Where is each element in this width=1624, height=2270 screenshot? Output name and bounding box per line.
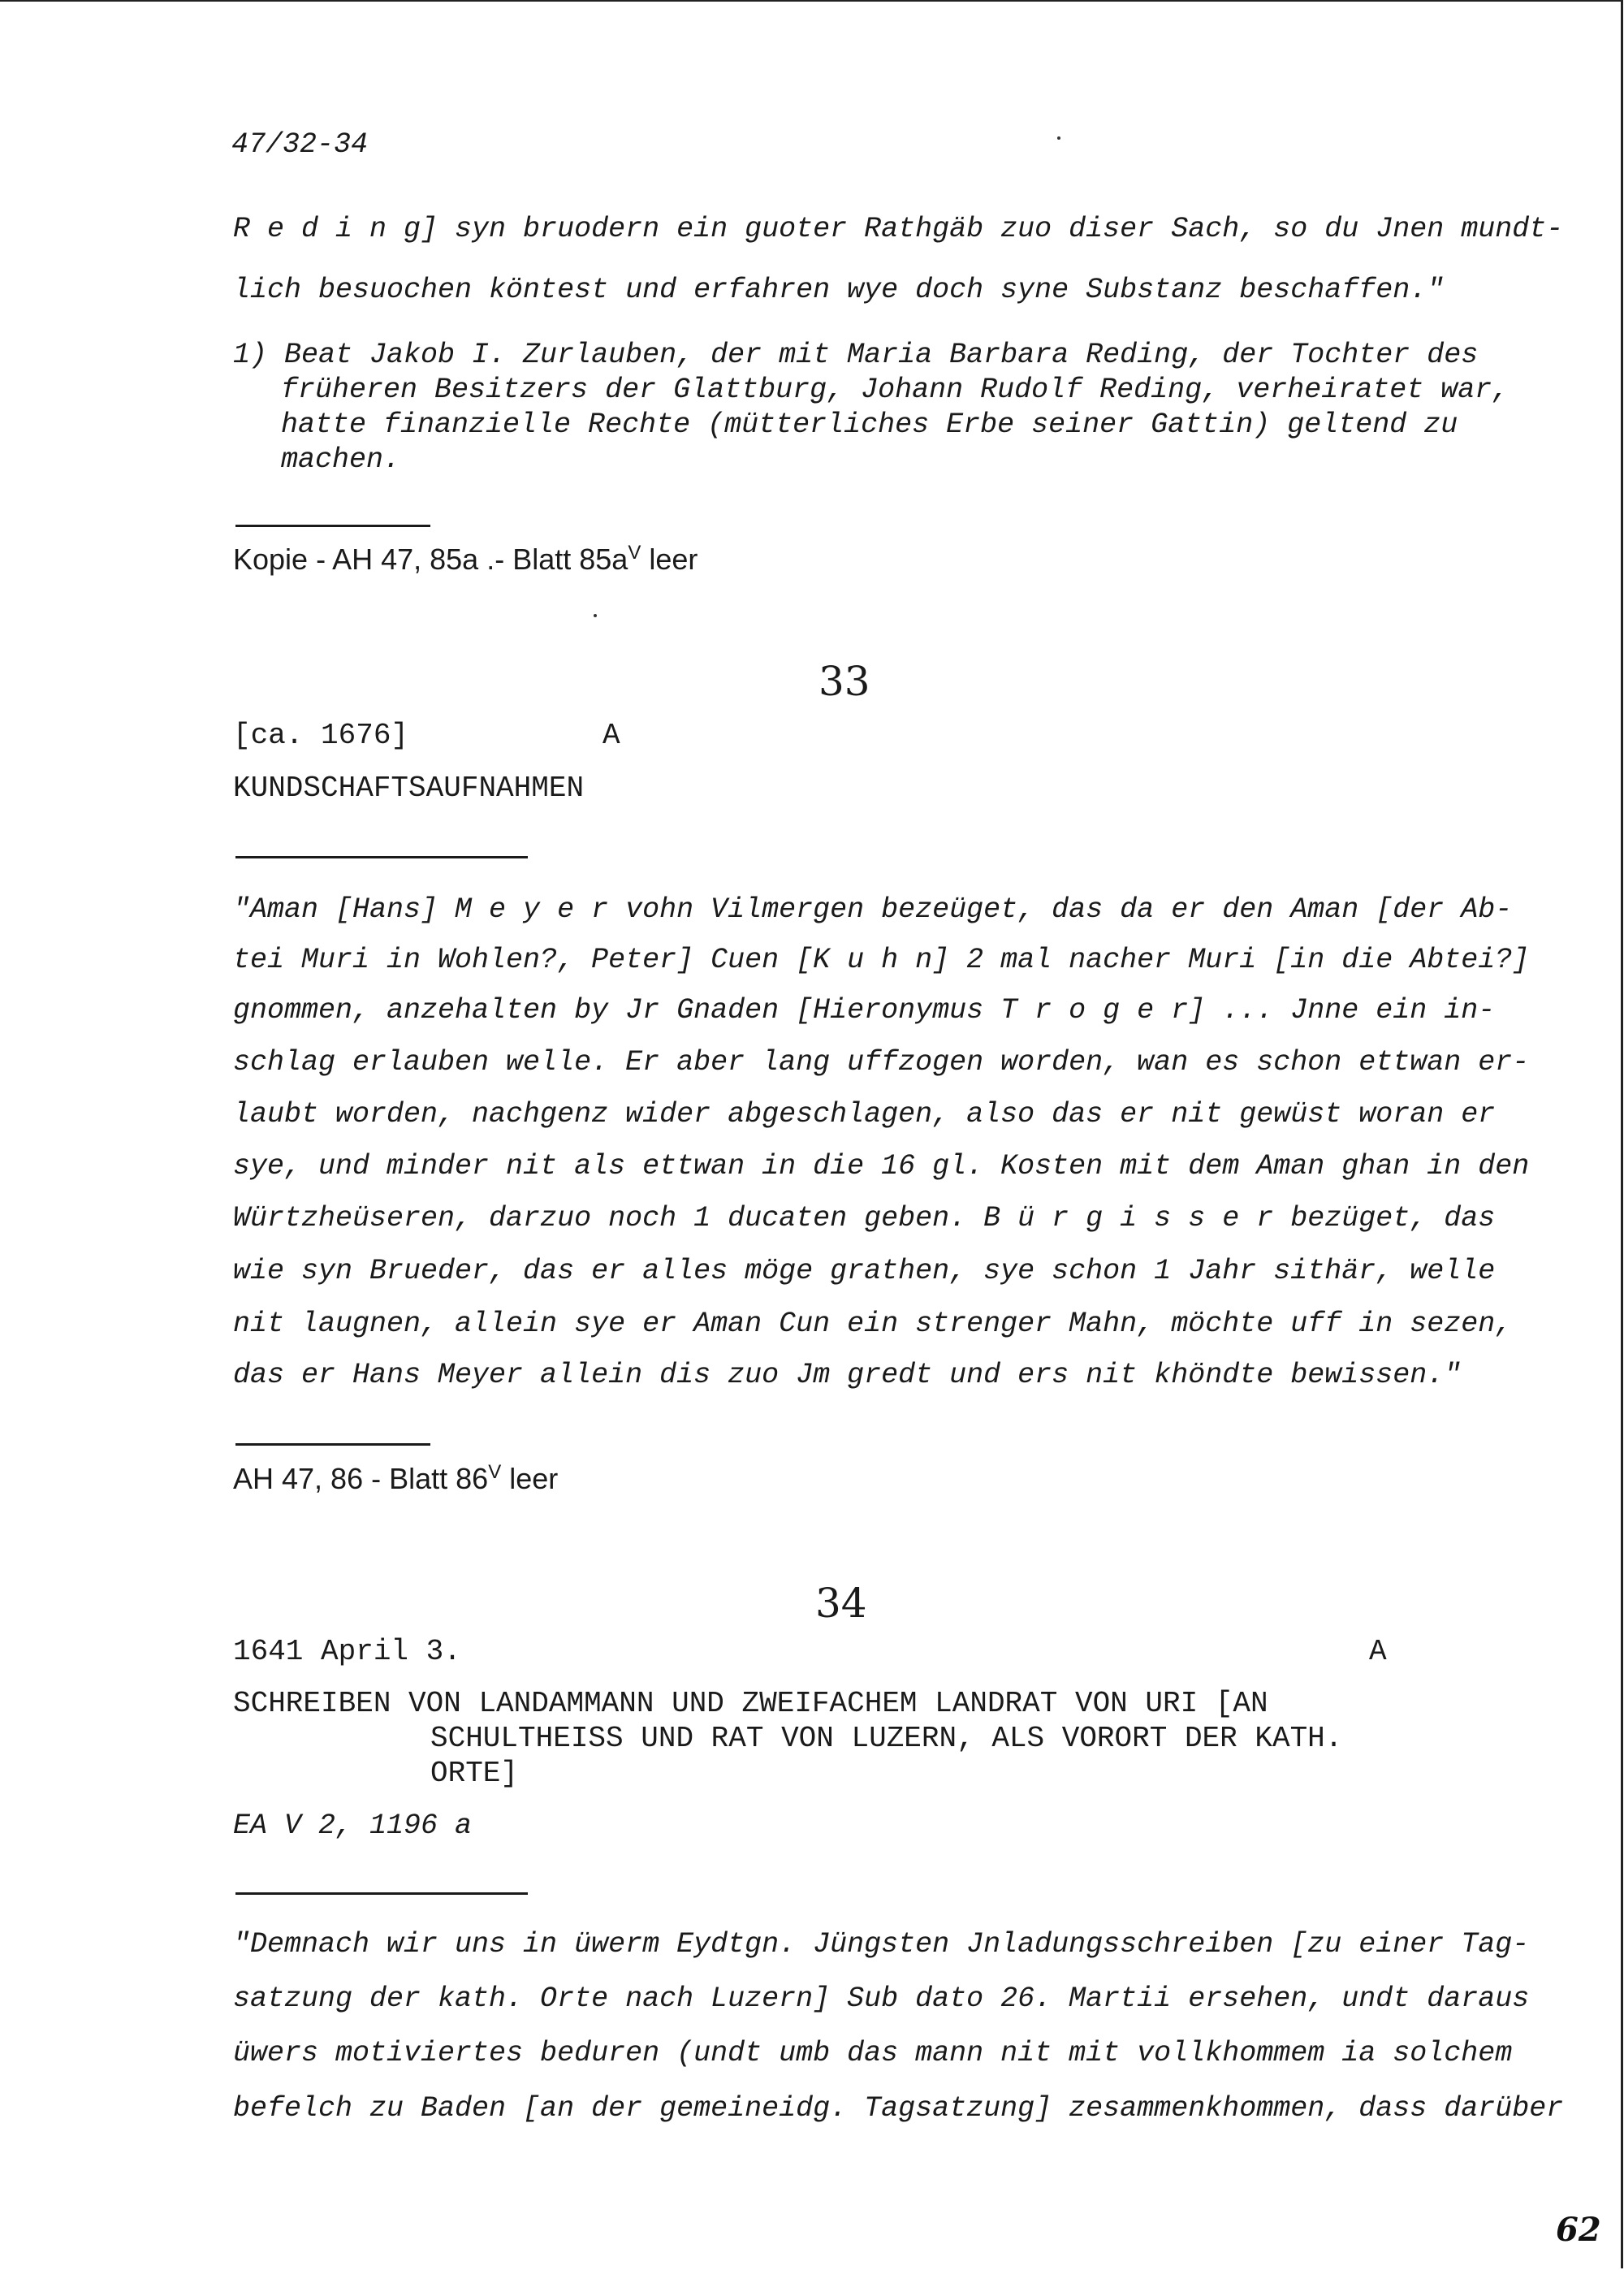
body-line: satzung der kath. Orte nach Luzern] Sub dato 26. Martii ersehen, undt daraus xyxy=(233,1982,1530,2015)
verso-mark: V xyxy=(628,542,641,564)
body-line: das er Hans Meyer allein dis zuo Jm gredt und ers nit khöndte bewissen." xyxy=(233,1359,1462,1391)
body-line: schlag erlauben welle. Er aber lang uffzogen worden, wan es schon ettwan er- xyxy=(233,1046,1530,1079)
body-line: sye, und minder nit als ettwan in die 16 gl. Kosten mit dem Aman ghan in den xyxy=(233,1150,1530,1183)
body-line: Würtzheüseren, darzuo noch 1 ducaten geben. B ü r g i s s e r bezüget, das xyxy=(233,1202,1496,1234)
source-line xyxy=(233,543,698,577)
section-rule xyxy=(235,856,528,858)
source-tail: leer xyxy=(501,1462,559,1495)
document-title-line: SCHULTHEISS UND RAT VON LUZERN, ALS VORORT DER KATH. xyxy=(430,1722,1343,1755)
source-line xyxy=(233,1462,558,1496)
intro-line: R e d i n g] syn bruodern ein guoter Rathgäb zuo diser Sach, so du Jnen mundt- xyxy=(233,213,1564,245)
body-line: nit laugnen, allein sye er Aman Cun ein strenger Mahn, möchte uff in sezen, xyxy=(233,1308,1513,1340)
handwritten-page-mark: 62 xyxy=(1556,2211,1601,2249)
body-line: gnommen, anzehalten by Jr Gnaden [Hieronymus T r o g e r] ... Jnne ein in- xyxy=(233,994,1496,1027)
document-date: [ca. 1676] xyxy=(233,719,409,752)
footnote-line: hatte finanzielle Rechte (mütterliches Erbe seiner Gattin) geltend zu xyxy=(281,409,1458,441)
body-line: "Aman [Hans] M e y e r vohn Vilmergen bezeüget, das da er den Aman [der Ab- xyxy=(233,893,1513,926)
footnote-line: 1) Beat Jakob I. Zurlauben, der mit Maria Barbara Reding, der Tochter des xyxy=(233,339,1479,371)
body-line: laubt worden, nachgenz wider abgeschlagen, also das er nit gewüst woran er xyxy=(233,1098,1496,1131)
speck xyxy=(594,614,597,617)
section-rule xyxy=(235,1892,528,1895)
document-number: 33 xyxy=(818,658,870,705)
source-text: Kopie - AH 47, 85a .- Blatt 85a xyxy=(233,543,628,576)
section-rule xyxy=(235,525,430,527)
edition-reference: EA V 2, 1196 a xyxy=(233,1810,473,1842)
source-text: AH 47, 86 - Blatt 86 xyxy=(233,1462,489,1495)
source-tail: leer xyxy=(641,543,698,576)
document-title: KUNDSCHAFTSAUFNAHMEN xyxy=(233,772,585,805)
speck xyxy=(1057,136,1060,140)
document-title-line: ORTE] xyxy=(430,1757,519,1790)
body-line: tei Muri in Wohlen?, Peter] Cuen [K u h n] 2 mal nacher Muri [in die Abtei?] xyxy=(233,944,1530,976)
document-number: 34 xyxy=(815,1580,867,1627)
document-date: 1641 April 3. xyxy=(233,1635,461,1668)
verso-mark: V xyxy=(488,1461,502,1483)
footnote-line: machen. xyxy=(281,443,401,476)
body-line: wie syn Brueder, das er alles möge grathen, sye schon 1 Jahr sithär, welle xyxy=(233,1255,1496,1287)
document-letter: A xyxy=(603,719,620,752)
footnote-line: früheren Besitzers der Glattburg, Johann Rudolf Reding, verheiratet war, xyxy=(281,374,1510,406)
section-rule xyxy=(235,1443,430,1446)
body-line: befelch zu Baden [an der gemeineidg. Tagsatzung] zesammenkhommen, dass darüber xyxy=(233,2092,1564,2125)
page-reference: 47/32-34 xyxy=(231,128,369,161)
intro-line: lich besuochen köntest und erfahren wye doch syne Substanz beschaffen." xyxy=(233,274,1445,306)
body-line: üwers motiviertes beduren (undt umb das mann nit mit vollkhommem ia solchem xyxy=(233,2037,1513,2069)
body-line: "Demnach wir uns in üwerm Eydtgn. Jüngsten Jnladungsschreiben [zu einer Tag- xyxy=(233,1928,1530,1961)
document-letter: A xyxy=(1369,1635,1387,1668)
document-title-line: SCHREIBEN VON LANDAMMANN UND ZWEIFACHEM LANDRAT VON URI [AN xyxy=(233,1687,1268,1720)
